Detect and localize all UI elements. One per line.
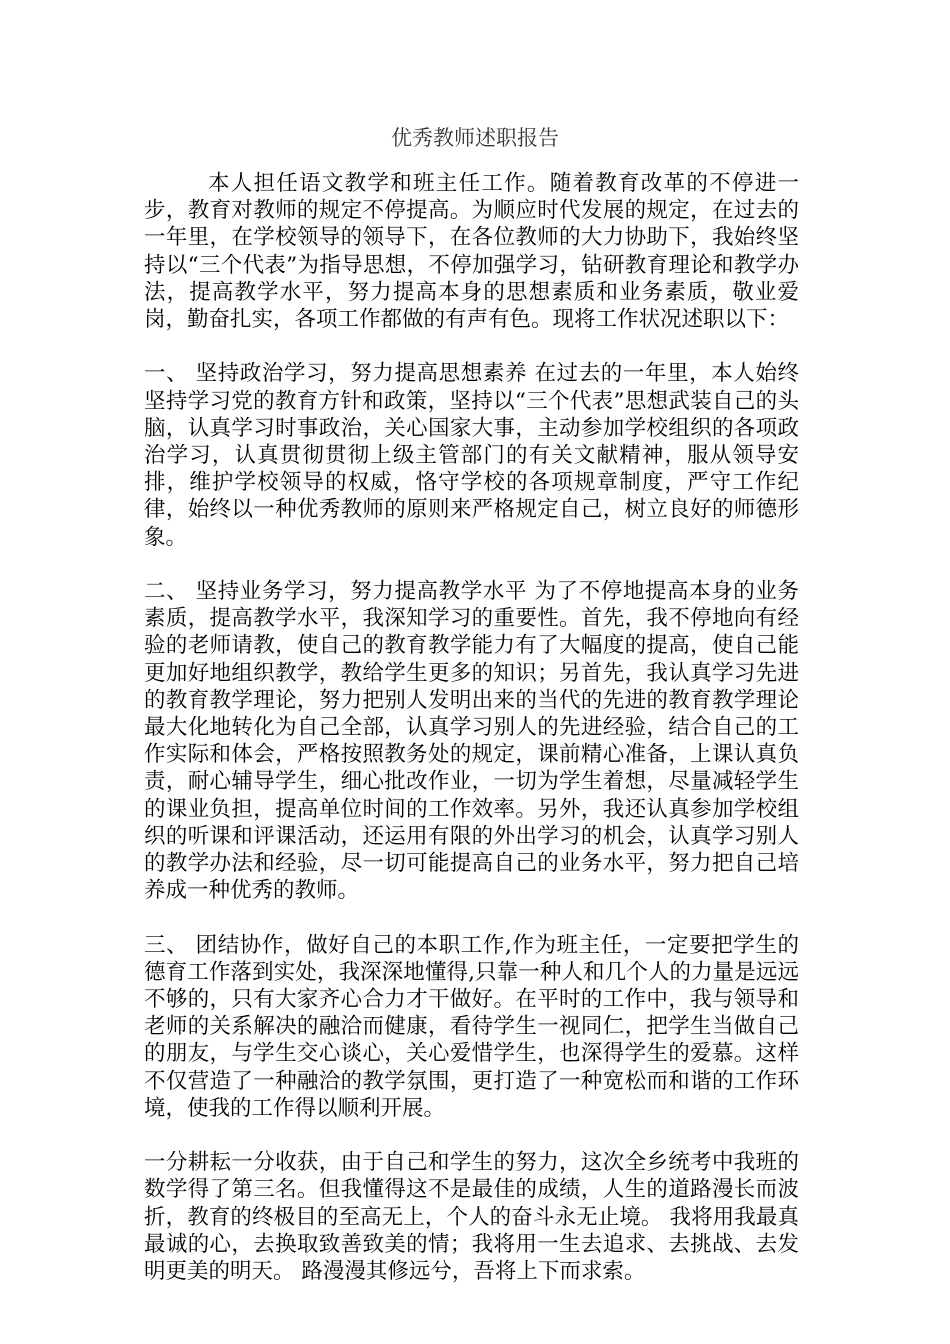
paragraph-intro: 本人担任语文教学和班主任工作。随着教育改革的不停进一步，教育对教师的规定不停提高。为顺应时代发展的规定，在过去的一年里，在学校领导的领导下，在各位教师的大力协助下，我始终坚持以“三个代表”为指导思想，不停加强学习，钻研教育理论和教学办法，提高教学水平，努力提高本身的思想素质和业务素质，敬业爱岗，勤奋扎实，各项工作都做的有声有色。现将工作状况述职以下： [144,171,799,333]
paragraph-conclusion: 一分耕耘一分收获，由于自己和学生的努力，这次全乡统考中我班的数学得了第三名。但我懂得这不是最佳的成绩，人生的道路漫长而波折，教育的终极目的至高无上，个人的奋斗永无止境。 我将用我最真最诚的心，去换取致善致美的情；我将用一生去追求、去挑战、去发明更美的明天。 路漫漫其修远兮，吾将上下而求索。 [144,1150,799,1285]
paragraph-political-study: 一、 坚持政治学习，努力提高思想素养 在过去的一年里，本人始终坚持学习党的教育方针和政策，坚持以“三个代表”思想武装自己的头脑，认真学习时事政治，关心国家大事，主动参加学校组织的各项政治学习，认真贯彻贯彻上级主管部门的有关文献精神，服从领导安排，维护学校领导的权威，恪守学校的各项规章制度，严守工作纪律，始终以一种优秀教师的原则来严格规定自己，树立良好的师德形象。 [144,361,799,550]
paragraph-professional-study: 二、 坚持业务学习，努力提高教学水平 为了不停地提高本身的业务素质，提高教学水平，我深知学习的重要性。首先，我不停地向有经验的老师请教，使自己的教育教学能力有了大幅度的提高，使自己能更加好地组织教学，教给学生更多的知识；另首先，我认真学习先进的教育教学理论，努力把别人发明出来的当代的先进的教育教学理论最大化地转化为自己全部，认真学习别人的先进经验，结合自己的工作实际和体会，严格按照教务处的规定，课前精心准备，上课认真负责，耐心辅导学生，细心批改作业，一切为学生着想，尽量减轻学生的课业负担，提高单位时间的工作效率。另外，我还认真参加学校组织的听课和评课活动，还运用有限的外出学习的机会，认真学习别人的教学办法和经验，尽一切可能提高自己的业务水平，努力把自己培养成一种优秀的教师。 [144,579,799,904]
document-body [144,170,799,1312]
paragraph-teamwork: 三、 团结协作，做好自己的本职工作,作为班主任，一定要把学生的德育工作落到实处，我深深地懂得,只靠一种人和几个人的力量是远远不够的，只有大家齐心合力才干做好。在平时的工作中，我与领导和老师的关系解决的融洽而健康，看待学生一视同仁，把学生当做自己的朋友，与学生交心谈心，关心爱惜学生，也深得学生的爱慕。这样不仅营造了一种融洽的教学氛围，更打造了一种宽松而和谐的工作环境，使我的工作得以顺利开展。 [144,932,799,1121]
document-title: 优秀教师述职报告 [391,126,559,150]
